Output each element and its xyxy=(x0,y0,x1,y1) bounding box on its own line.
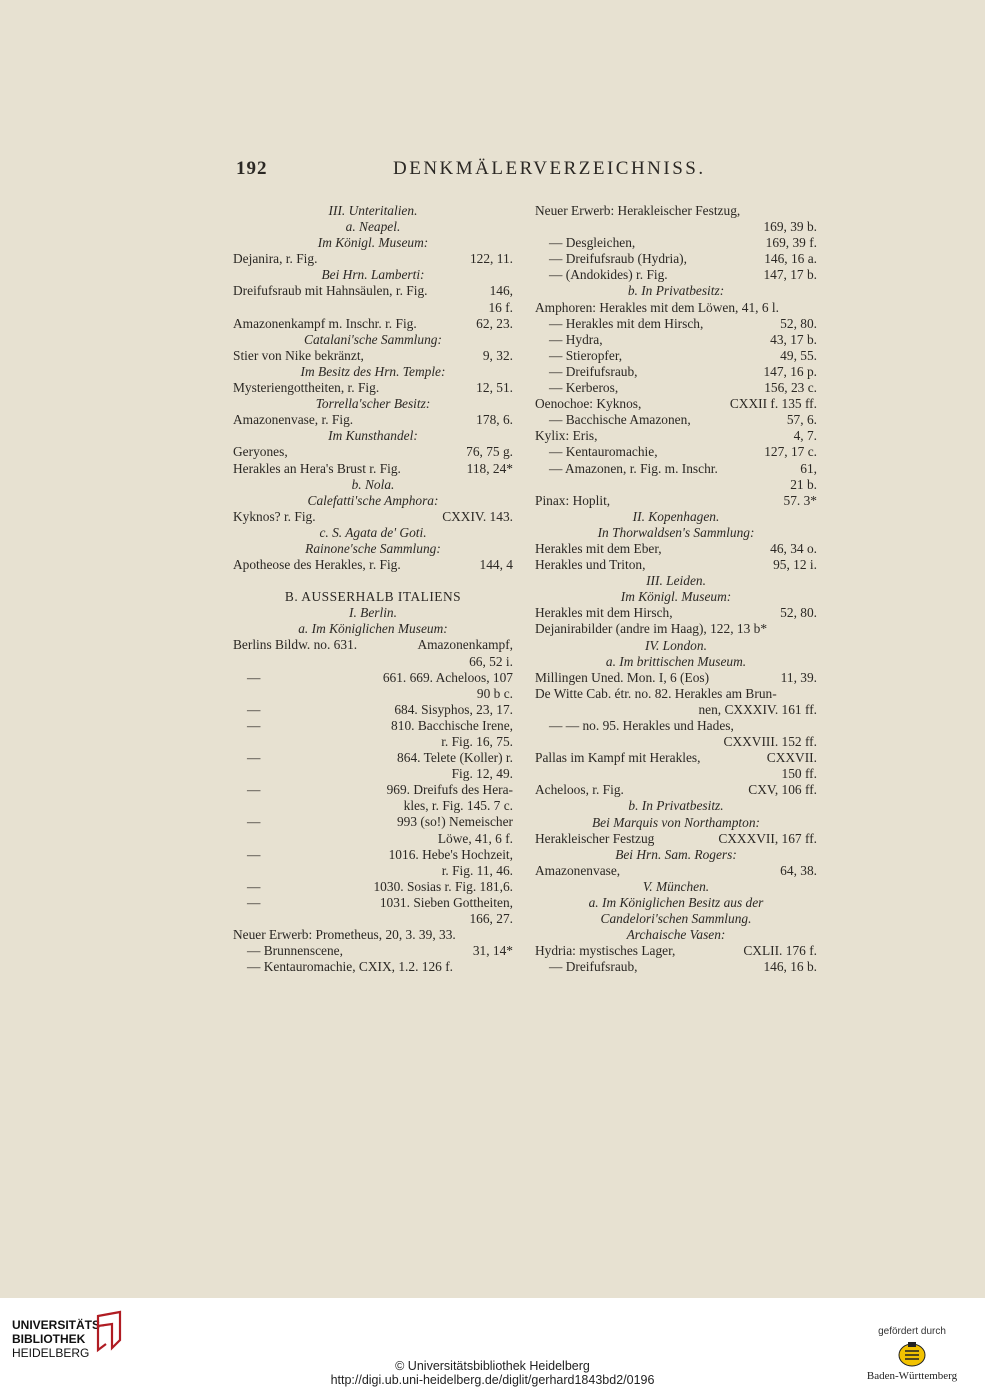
entry-text: Geryones, xyxy=(233,444,288,460)
entry-reference: 52, 80. xyxy=(780,605,817,621)
copyright-block xyxy=(0,1359,985,1387)
entry-text: Rainone'sche Sammlung: xyxy=(305,540,441,556)
right-column-entry xyxy=(535,364,817,380)
left-column-entry xyxy=(233,251,513,267)
entry-text: — Brunnenscene, xyxy=(247,943,343,959)
entry-text: Dejanira, r. Fig. xyxy=(233,251,318,267)
entry-text: Millingen Uned. Mon. I, 6 (Eos) xyxy=(535,669,710,685)
left-column-entry xyxy=(233,959,513,975)
entry-text: Herakles und Triton, xyxy=(535,557,646,573)
entry-reference: 62, 23. xyxy=(476,315,513,331)
copyright-text: © Universitätsbibliothek Heidelberg xyxy=(395,1359,590,1373)
entry-reference: 147, 17 b. xyxy=(763,267,817,283)
entry-reference: 49, 55. xyxy=(780,347,817,363)
left-column-entry xyxy=(233,927,513,943)
right-column-entry xyxy=(535,557,817,573)
entry-reference: 46, 34 o. xyxy=(770,540,817,556)
left-column-entry xyxy=(233,782,513,798)
left-column-entry xyxy=(233,300,513,316)
right-column-entry xyxy=(535,847,817,863)
entry-reference: 43, 17 b. xyxy=(770,331,817,347)
entry-reference: 52, 80. xyxy=(780,315,817,331)
right-column-entry xyxy=(535,959,817,975)
left-column-entry xyxy=(233,654,513,670)
left-column-entry xyxy=(233,831,513,847)
entry-text: Catalani'sche Sammlung: xyxy=(304,331,442,347)
right-column-entry xyxy=(535,863,817,879)
right-column-entry xyxy=(535,670,817,686)
left-column-entry xyxy=(233,879,513,895)
entry-text: II. Kopenhagen. xyxy=(632,508,720,524)
entry-reference: 118, 24* xyxy=(466,460,513,476)
entry-text: Bei Marquis von Northampton: xyxy=(592,814,760,830)
right-column-entry xyxy=(535,203,817,219)
right-column-entry xyxy=(535,734,817,750)
entry-text: — Stieropfer, xyxy=(549,347,623,363)
entry-text: In Thorwaldsen's Sammlung: xyxy=(597,524,755,540)
right-column-entry xyxy=(535,525,817,541)
entry-text: a. Im Königlichen Besitz aus der xyxy=(588,895,764,911)
right-column-entry xyxy=(535,332,817,348)
left-column-entry xyxy=(233,943,513,959)
entry-reference: 1016. Hebe's Hochzeit, xyxy=(388,846,513,862)
left-column-entry xyxy=(233,235,513,251)
left-column-entry xyxy=(233,637,513,653)
left-column-entry xyxy=(233,219,513,235)
right-column-entry xyxy=(535,895,817,911)
entry-reference: 57. 3* xyxy=(783,492,817,508)
right-column-entry xyxy=(535,348,817,364)
entry-reference: 95, 12 i. xyxy=(773,557,817,573)
left-column-entry xyxy=(233,605,513,621)
entry-text: Berlins Bildw. no. 631. xyxy=(233,637,358,653)
right-column-entry xyxy=(535,251,817,267)
entry-reference: 64, 38. xyxy=(780,862,817,878)
entry-text: — Dreifufsraub (Hydria), xyxy=(549,251,687,267)
entry-text: — Kerberos, xyxy=(549,380,619,396)
left-column-entry xyxy=(233,283,513,299)
left-column-entry xyxy=(233,589,513,605)
entry-text: r. Fig. 16, 75. xyxy=(441,734,513,749)
entry-text: — xyxy=(247,846,261,862)
entry-text: — xyxy=(247,894,261,910)
left-column-entry xyxy=(233,348,513,364)
entry-text: Kylix: Eris, xyxy=(535,428,598,444)
left-column-entry xyxy=(233,396,513,412)
left-column-entry xyxy=(233,428,513,444)
entry-reference: 31, 14* xyxy=(472,943,513,959)
entry-text: — xyxy=(247,701,261,717)
right-column-entry xyxy=(535,380,817,396)
page-number: 192 xyxy=(236,158,268,179)
entry-text: Pallas im Kampf mit Herakles, xyxy=(535,750,701,766)
entry-reference: 76, 75 g. xyxy=(466,444,513,460)
entry-reference: 122, 11. xyxy=(469,251,513,267)
entry-reference: 146, 16 b. xyxy=(763,959,817,975)
entry-text: Stier von Nike bekränzt, xyxy=(233,347,364,363)
right-column-entry xyxy=(535,815,817,831)
entry-text: Bei Hrn. Sam. Rogers: xyxy=(615,846,737,862)
left-column-entry xyxy=(233,557,513,573)
entry-text: — Hydra, xyxy=(549,331,603,347)
funding-block xyxy=(857,1326,967,1382)
entry-text: — Kentauromachie, CXIX, 1.2. 126 f. xyxy=(247,959,454,975)
right-column xyxy=(535,203,817,976)
right-column-entry xyxy=(535,461,817,477)
right-column-entry xyxy=(535,911,817,927)
entry-text: IV. London. xyxy=(645,637,707,653)
entry-text: — Bacchische Amazonen, xyxy=(549,412,691,428)
entry-text: Löwe, 41, 6 f. xyxy=(437,830,513,846)
right-column-entry xyxy=(535,879,817,895)
entry-text: a. Neapel. xyxy=(345,219,401,235)
entry-text: Mysteriengottheiten, r. Fig. xyxy=(233,380,380,396)
entry-reference: Amazonenkampf, xyxy=(417,637,513,653)
entry-reference: 993 (so!) Nemeischer xyxy=(396,814,513,830)
entry-text: Kyknos? r. Fig. xyxy=(233,508,316,524)
left-column-entry xyxy=(233,541,513,557)
right-column-entry xyxy=(535,605,817,621)
entry-text: Im Besitz des Hrn. Temple: xyxy=(300,363,446,379)
library-name-line3: HEIDELBERG xyxy=(12,1346,90,1360)
right-column-entry xyxy=(535,493,817,509)
left-column-entry xyxy=(233,814,513,830)
left-column-entry xyxy=(233,267,513,283)
entry-reference: 1031. Sieben Gottheiten, xyxy=(379,894,513,910)
entry-reference: 810. Bacchische Irene, xyxy=(391,717,513,733)
entry-text: — xyxy=(247,750,261,766)
right-column-entry xyxy=(535,444,817,460)
left-column-entry xyxy=(233,380,513,396)
right-column-entry xyxy=(535,283,817,299)
right-column-entry xyxy=(535,638,817,654)
left-column-entry xyxy=(233,718,513,734)
entry-text: Herakles mit dem Eber, xyxy=(535,540,662,556)
entry-text: Amphoren: Herakles mit dem Löwen, 41, 6 l. xyxy=(535,299,779,315)
entry-text: 66, 52 i. xyxy=(469,653,513,669)
library-name-line2: BIBLIOTHEK xyxy=(12,1332,86,1346)
left-column-entry xyxy=(233,316,513,332)
entry-text: — xyxy=(247,878,261,894)
entry-text: Bei Hrn. Lamberti: xyxy=(321,267,425,283)
left-column-entry xyxy=(233,686,513,702)
entry-text: — Dreifufsraub, xyxy=(549,959,638,975)
right-column-entry xyxy=(535,589,817,605)
entry-reference: 12, 51. xyxy=(476,380,513,396)
footer xyxy=(0,1298,985,1388)
left-column-entry xyxy=(233,477,513,493)
entry-text: Im Königl. Museum: xyxy=(620,589,732,605)
right-column-entry xyxy=(535,943,817,959)
entry-text: CXXVIII. 152 ff. xyxy=(723,734,817,750)
entry-reference: CXXII f. 135 ff. xyxy=(729,396,817,412)
entry-text: De Witte Cab. étr. no. 82. Herakles am Brun- xyxy=(535,685,777,701)
entry-text: Apotheose des Herakles, r. Fig. xyxy=(233,557,401,573)
entry-text: Pinax: Hoplit, xyxy=(535,492,611,508)
left-column-entry xyxy=(233,670,513,686)
entry-reference: CXLII. 176 f. xyxy=(743,943,817,959)
left-column-entry xyxy=(233,766,513,782)
source-url[interactable]: http://digi.ub.uni-heidelberg.de/diglit/gerhard1843bd2/0196 xyxy=(330,1373,655,1387)
right-column-entry xyxy=(535,702,817,718)
entry-text: Calefatti'sche Amphora: xyxy=(307,492,439,508)
entry-reference: 11, 39. xyxy=(780,669,817,685)
entry-text: 90 b c. xyxy=(476,685,513,701)
entry-text: 169, 39 b. xyxy=(763,219,817,235)
right-column-entry xyxy=(535,573,817,589)
entry-text: nen, CXXXIV. 161 ff. xyxy=(698,701,817,717)
entry-text: 21 b. xyxy=(790,476,817,492)
coat-of-arms-icon xyxy=(897,1340,927,1368)
entry-text: Herakles an Hera's Brust r. Fig. xyxy=(233,460,401,476)
entry-reference: CXXVII. xyxy=(766,750,817,766)
entry-reference: CXXIV. 143. xyxy=(442,508,513,524)
left-column-entry xyxy=(233,364,513,380)
left-column-entry xyxy=(233,895,513,911)
entry-text: Herakleischer Festzug xyxy=(535,830,655,846)
entry-text: Hydria: mystisches Lager, xyxy=(535,943,676,959)
left-column-entry xyxy=(233,863,513,879)
entry-reference: 1030. Sosias r. Fig. 181,6. xyxy=(373,878,513,894)
entry-reference: 127, 17 c. xyxy=(764,444,817,460)
library-name-line1: UNIVERSITÄTS- xyxy=(12,1318,105,1332)
left-column-entry xyxy=(233,509,513,525)
entry-reference: 661. 669. Acheloos, 107 xyxy=(382,669,513,685)
entry-reference: 169, 39 f. xyxy=(765,235,817,251)
entry-text: b. Nola. xyxy=(351,476,395,492)
right-column-entry xyxy=(535,219,817,235)
right-column-entry xyxy=(535,621,817,637)
entry-text: — xyxy=(247,782,261,798)
entry-text: I. Berlin. xyxy=(349,605,397,621)
right-column-entry xyxy=(535,718,817,734)
entry-text: a. Im brittischen Museum. xyxy=(605,653,747,669)
entry-reference: 864. Telete (Koller) r. xyxy=(397,750,513,766)
entry-text: Acheloos, r. Fig. xyxy=(535,782,624,798)
right-column-entry xyxy=(535,300,817,316)
right-column-entry xyxy=(535,831,817,847)
entry-text: III. Leiden. xyxy=(646,573,706,589)
right-column-entry xyxy=(535,235,817,251)
entry-text: Torrella'scher Besitz: xyxy=(315,396,431,412)
right-column-entry xyxy=(535,412,817,428)
entry-text: Oenochoe: Kyknos, xyxy=(535,396,642,412)
entry-text: — Kentauromachie, xyxy=(549,444,658,460)
running-head: DENKMÄLERVERZEICHNISS. xyxy=(393,158,706,179)
right-column-entry xyxy=(535,428,817,444)
right-column-entry xyxy=(535,750,817,766)
left-column-entry xyxy=(233,332,513,348)
right-column-entry xyxy=(535,686,817,702)
entry-text: B. AUSSERHALB ITALIENS xyxy=(284,589,462,605)
entry-text: Candelori'schen Sammlung. xyxy=(600,911,752,927)
entry-text: — Herakles mit dem Hirsch, xyxy=(549,315,704,331)
right-column-entry xyxy=(535,541,817,557)
entry-reference: 146, xyxy=(489,283,513,299)
left-column-entry xyxy=(233,734,513,750)
entry-text: — Amazonen, r. Fig. m. Inschr. xyxy=(549,460,718,476)
left-column-entry xyxy=(233,444,513,460)
left-column-entry xyxy=(233,750,513,766)
entry-text: Archaische Vasen: xyxy=(626,927,726,943)
entry-reference: 4, 7. xyxy=(793,428,817,444)
funder-name: Baden-Württemberg xyxy=(866,1370,958,1382)
left-column-entry xyxy=(233,621,513,637)
entry-text: Neuer Erwerb: Herakleischer Festzug, xyxy=(535,203,741,218)
right-column-entry xyxy=(535,477,817,493)
entry-reference: 146, 16 a. xyxy=(764,251,817,267)
entry-text: Fig. 12, 49. xyxy=(451,766,513,782)
left-column-entry xyxy=(233,911,513,927)
right-column-entry xyxy=(535,798,817,814)
library-logo[interactable] xyxy=(12,1318,104,1360)
right-column-entry xyxy=(535,782,817,798)
right-column-entry xyxy=(535,316,817,332)
entry-text: b. In Privatbesitz. xyxy=(628,798,724,814)
entry-text: — xyxy=(247,669,261,685)
entry-reference: 9, 32. xyxy=(482,347,513,363)
library-mark-icon xyxy=(94,1310,126,1354)
entry-text: r. Fig. 11, 46. xyxy=(441,862,513,878)
right-column-entry xyxy=(535,654,817,670)
left-column-entry xyxy=(233,203,513,219)
entry-text: Im Königl. Museum: xyxy=(317,235,429,251)
right-column-entry xyxy=(535,509,817,525)
funded-by-label: gefördert durch xyxy=(878,1326,946,1337)
entry-reference: 156, 23 c. xyxy=(764,380,817,396)
entry-text: a. Im Königlichen Museum: xyxy=(298,621,448,637)
entry-text: — xyxy=(247,814,261,830)
entry-reference: CXV, 106 ff. xyxy=(748,782,817,798)
entry-text: — (Andokides) r. Fig. xyxy=(549,267,668,283)
entry-text: 166, 27. xyxy=(469,911,513,927)
entry-text: III. Unteritalien. xyxy=(328,203,418,218)
left-column-entry xyxy=(233,525,513,541)
entry-text: Dejanirabilder (andre im Haag), 122, 13 b* xyxy=(535,621,768,637)
entry-text: kles, r. Fig. 145. 7 c. xyxy=(403,798,513,814)
entry-text: c. S. Agata de' Goti. xyxy=(319,524,427,540)
entry-text: Herakles mit dem Hirsch, xyxy=(535,605,673,621)
right-column-entry xyxy=(535,766,817,782)
entry-text: Amazonenvase, r. Fig. xyxy=(233,412,354,428)
entry-text: 150 ff. xyxy=(781,766,817,782)
entry-text: Amazonenvase, xyxy=(535,862,621,878)
entry-reference: CXXXVII, 167 ff. xyxy=(718,830,817,846)
entry-reference: 147, 16 p. xyxy=(763,363,817,379)
left-column-entry xyxy=(233,702,513,718)
entry-text: 16 f. xyxy=(488,299,513,315)
entry-text: V. München. xyxy=(642,878,710,894)
entry-text: — Desgleichen, xyxy=(549,235,636,251)
left-column-entry xyxy=(233,493,513,509)
left-column xyxy=(233,203,513,975)
left-column-entry xyxy=(233,412,513,428)
entry-reference: 144, 4 xyxy=(479,557,513,573)
right-column-entry xyxy=(535,267,817,283)
entry-text: Dreifufsraub mit Hahnsäulen, r. Fig. xyxy=(233,283,428,299)
entry-text: — xyxy=(247,717,261,733)
right-column-entry xyxy=(535,927,817,943)
left-column-entry xyxy=(233,847,513,863)
left-column-entry xyxy=(233,461,513,477)
entry-text: Im Kunsthandel: xyxy=(328,428,418,444)
entry-reference: 61, xyxy=(800,460,817,476)
left-column-entry xyxy=(233,798,513,814)
right-column-entry xyxy=(535,396,817,412)
entry-text: b. In Privatbesitz: xyxy=(627,283,725,299)
entry-text: Amazonenkampf m. Inschr. r. Fig. xyxy=(233,315,417,331)
entry-reference: 178, 6. xyxy=(476,412,513,428)
entry-reference: 57, 6. xyxy=(786,412,817,428)
entry-reference: 969. Dreifufs des Hera- xyxy=(386,782,513,798)
entry-text: — — no. 95. Herakles und Hades, xyxy=(549,718,734,733)
entry-text: — Dreifufsraub, xyxy=(549,363,638,379)
entry-reference: 684. Sisyphos, 23, 17. xyxy=(394,701,513,717)
entry-text: Neuer Erwerb: Prometheus, 20, 3. 39, 33. xyxy=(233,927,456,943)
